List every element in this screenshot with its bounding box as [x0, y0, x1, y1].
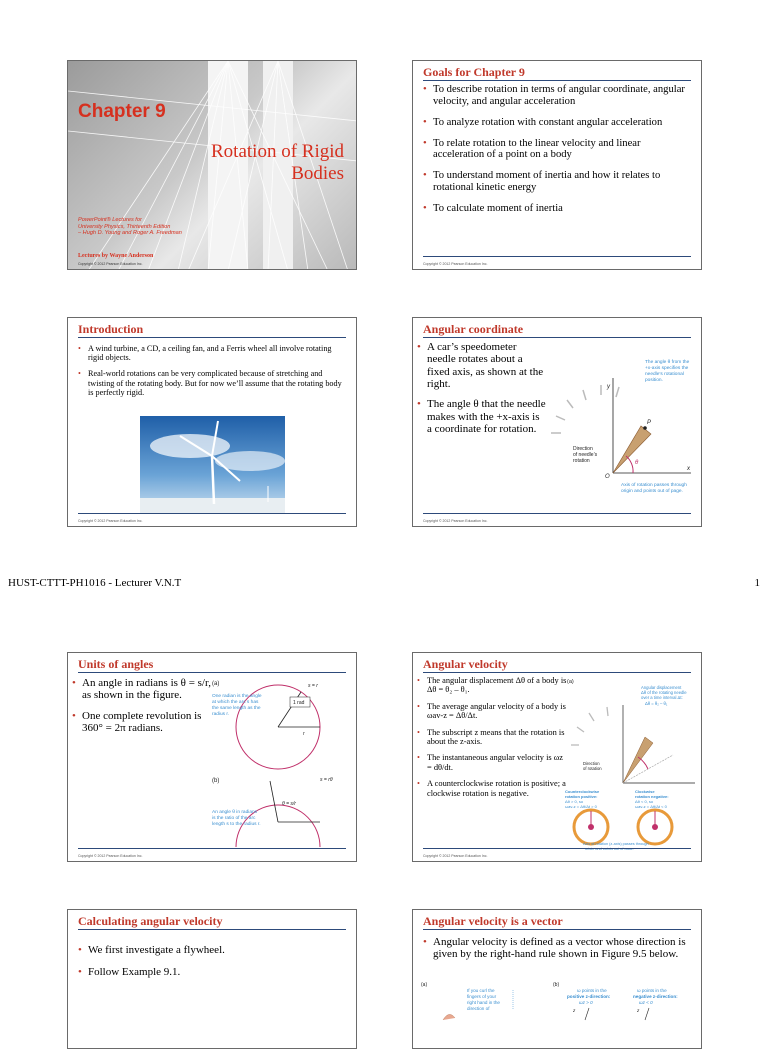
svg-text:Angular displacement: Angular displacement	[641, 685, 682, 690]
svg-text:(a): (a)	[421, 982, 428, 988]
slide-heading: Angular coordinate	[423, 322, 524, 336]
svg-text:x: x	[687, 466, 690, 472]
svg-text:θ: θ	[635, 460, 639, 466]
copyright: Copyright © 2012 Pearson Education Inc.	[423, 262, 488, 266]
svg-text:ωz < 0: ωz < 0	[639, 1000, 653, 1005]
chapter-title: Chapter 9	[78, 101, 166, 122]
svg-text:O: O	[605, 474, 610, 480]
powerpoint-credit	[78, 217, 228, 237]
list-item: • Follow Example 9.1.	[78, 966, 338, 978]
footer-divider	[423, 256, 691, 257]
slide-heading: Angular velocity is a vector	[423, 914, 563, 928]
footer-divider	[78, 513, 346, 514]
speedometer-figure	[541, 358, 696, 498]
calc-list	[78, 944, 338, 989]
svg-text:rotation: rotation	[573, 458, 590, 464]
copyright: Copyright © 2012 Pearson Education Inc.	[423, 854, 488, 858]
svg-text:rotation negative:: rotation negative:	[635, 794, 669, 799]
right-hand-rule-figure	[419, 980, 699, 1030]
svg-text:ω points in the: ω points in the	[637, 988, 667, 993]
list-item: • To understand moment of inertia and how it relates to rotational kinetic energy	[423, 170, 685, 194]
svg-text:P: P	[647, 420, 652, 426]
svg-text:position.: position.	[645, 378, 663, 383]
svg-text:origin and points out of page.: origin and points out of page.	[621, 489, 683, 494]
radian-figure	[208, 677, 353, 847]
ppt-line-2: University Physics, Thirteenth Edition	[78, 223, 171, 230]
slide-heading: Introduction	[78, 322, 144, 336]
copyright: Copyright © 2012 Pearson Education Inc.	[78, 854, 143, 858]
ppt-line-3: – Hugh D. Young and Roger A. Freedman	[78, 230, 182, 237]
slide-goals	[412, 60, 702, 270]
svg-text:Δθ < 0, so: Δθ < 0, so	[635, 799, 654, 804]
svg-text:needle’s rotational: needle’s rotational	[645, 372, 684, 377]
svg-text:1 rad: 1 rad	[293, 700, 305, 706]
ppt-line-1: PowerPoint® Lectures for	[78, 217, 142, 223]
heading-divider	[423, 672, 691, 673]
svg-text:of needle’s: of needle’s	[573, 452, 598, 458]
slide-heading: Angular velocity	[423, 657, 508, 671]
svg-text:y: y	[607, 384, 610, 390]
list-item: • To calculate moment of inertia	[423, 203, 685, 215]
slide-calculating-angular-velocity	[67, 909, 357, 1049]
list-item: • The average angular velocity of a body is ωav-z = Δθ/Δt.	[417, 702, 567, 721]
svg-text:Counterclockwise: Counterclockwise	[565, 789, 600, 794]
svg-text:negative z-direction:: negative z-direction:	[633, 994, 678, 999]
svg-text:Axis of rotation (z-axis) pass: Axis of rotation (z-axis) passes through	[583, 842, 649, 846]
list-item: • The instantaneous angular velocity is ωz = dθ/dt.	[417, 753, 567, 772]
goals-list	[423, 84, 685, 224]
svg-text:(b): (b)	[553, 982, 560, 988]
vector-list	[423, 936, 693, 961]
slide-introduction	[67, 317, 357, 527]
angular-velocity-figure	[563, 675, 698, 850]
svg-text:is the ratio of the arc: is the ratio of the arc	[212, 816, 256, 821]
list-item: • One complete revolution is 360° = 2π radians.	[72, 710, 212, 735]
svg-text:(a): (a)	[567, 679, 574, 685]
copyright: Copyright © 2012 Pearson Education Inc.	[78, 519, 143, 523]
svg-text:Δθ of the rotating needle: Δθ of the rotating needle	[641, 690, 687, 695]
footer-divider	[78, 848, 346, 849]
svg-text:length s to the radius r.: length s to the radius r.	[212, 822, 261, 827]
svg-text:(b): (b)	[212, 778, 220, 784]
list-item: • The angle θ that the needle makes with the +x-axis is a coordinate for rotation.	[417, 398, 547, 435]
heading-divider	[423, 337, 691, 338]
page-number: 1	[754, 577, 760, 589]
list-item: • To relate rotation to the linear velocity and linear acceleration of a point on a body	[423, 138, 685, 162]
units-list	[72, 677, 212, 742]
list-item: • A wind turbine, a CD, a ceiling fan, and a Ferris wheel all involve rotating rigid objects.	[78, 344, 346, 362]
svg-text:ω points in the: ω points in the	[577, 988, 607, 993]
angular-coordinate-list	[417, 341, 547, 443]
svg-text:Δθ > 0, so: Δθ > 0, so	[565, 799, 584, 804]
svg-text:One radian is the angle: One radian is the angle	[212, 694, 262, 699]
list-item: • The angular displacement Δθ of a body is Δθ = θ₂ – θ₁.	[417, 676, 567, 695]
list-item: • The subscript z means that the rotation is about the z-axis.	[417, 728, 567, 747]
svg-text:An angle θ in radians: An angle θ in radians	[212, 810, 258, 815]
svg-text:z: z	[637, 1008, 640, 1013]
svg-text:Clockwise: Clockwise	[635, 789, 655, 794]
list-item: • Real-world rotations can be very complicated because of stretching and twisting of the rotating body. But for now we’ll assume that the rotating body is perfectly rigid.	[78, 369, 346, 397]
slide-angular-coordinate	[412, 317, 702, 527]
svg-text:radius r.: radius r.	[212, 712, 230, 717]
footer-divider	[423, 848, 691, 849]
heading-divider	[423, 80, 691, 81]
svg-text:rotation positive:: rotation positive:	[565, 794, 598, 799]
slide-heading: Units of angles	[78, 657, 154, 671]
svg-text:(a): (a)	[212, 681, 220, 687]
angular-velocity-list	[417, 676, 567, 805]
svg-text:fingers of your: fingers of your	[467, 994, 497, 999]
svg-text:Direction: Direction	[573, 446, 593, 452]
heading-divider	[78, 337, 346, 338]
heading-divider	[423, 929, 691, 930]
intro-list	[78, 344, 346, 404]
svg-text:Axis of rotation passes throug: Axis of rotation passes through	[621, 483, 687, 488]
list-item: • Angular velocity is defined as a vector whose direction is given by the right-hand rule shown in Figure 9.5 below.	[423, 936, 693, 961]
footer-divider	[423, 513, 691, 514]
svg-text:at which the arc s has: at which the arc s has	[212, 700, 259, 705]
svg-text:+x-axis specifies the: +x-axis specifies the	[645, 366, 689, 371]
svg-text:Direction: Direction	[583, 761, 600, 766]
copyright: Copyright © 2012 Pearson Education Inc.	[78, 262, 143, 266]
svg-text:θ = s/r: θ = s/r	[282, 801, 296, 807]
slide-heading: Calculating angular velocity	[78, 914, 223, 928]
svg-text:ωz > 0: ωz > 0	[579, 1000, 593, 1005]
slide-angular-velocity-vector	[412, 909, 702, 1049]
svg-text:If you curl the: If you curl the	[467, 988, 495, 993]
chapter-subtitle-line1: Rotation of Rigid	[211, 141, 344, 162]
chapter-subtitle-line2: Bodies	[291, 162, 344, 184]
heading-divider	[78, 929, 346, 930]
list-item: • A car’s speedometer needle rotates about a fixed axis, as shown at the right.	[417, 341, 547, 390]
slide-angular-velocity	[412, 652, 702, 862]
lecturer-credit: Lectures by Wayne Anderson	[78, 253, 154, 259]
page-footer-course: HUST-CTTT-PH1016 - Lecturer V.N.T	[8, 577, 182, 589]
svg-text:direction of: direction of	[467, 1006, 490, 1011]
svg-text:ωav-z = Δθ/Δt < 0: ωav-z = Δθ/Δt < 0	[635, 804, 667, 809]
slide-title-chapter9	[67, 60, 357, 270]
svg-text:Δθ = θ₂ – θ₁: Δθ = θ₂ – θ₁	[645, 701, 668, 706]
heading-divider	[78, 672, 346, 673]
svg-text:s = rθ: s = rθ	[320, 777, 333, 783]
wind-turbine-photo	[140, 416, 285, 514]
list-item: • A counterclockwise rotation is positive; a clockwise rotation is negative.	[417, 779, 567, 798]
svg-text:of rotation: of rotation	[583, 766, 602, 771]
svg-text:over a time interval Δt:: over a time interval Δt:	[641, 695, 683, 700]
slide-units-of-angles	[67, 652, 357, 862]
list-item: • To analyze rotation with constant angular acceleration	[423, 117, 685, 129]
list-item: • To describe rotation in terms of angular coordinate, angular velocity, and angular acceleration	[423, 84, 685, 108]
svg-text:positive z-direction:: positive z-direction:	[567, 994, 611, 999]
svg-text:r: r	[303, 731, 305, 737]
chapter-subtitle	[164, 141, 344, 185]
svg-text:s = r: s = r	[308, 683, 318, 689]
list-item: • We first investigate a flywheel.	[78, 944, 338, 956]
svg-text:The angle θ from the: The angle θ from the	[645, 360, 690, 365]
svg-text:ωav-z = Δθ/Δt > 0: ωav-z = Δθ/Δt > 0	[565, 804, 597, 809]
copyright: Copyright © 2012 Pearson Education Inc.	[423, 519, 488, 523]
slide-heading: Goals for Chapter 9	[423, 65, 525, 79]
svg-text:right hand in the: right hand in the	[467, 1000, 500, 1005]
list-item: • An angle in radians is θ = s/r, as shown in the figure.	[72, 677, 212, 702]
svg-text:the same length as the: the same length as the	[212, 706, 261, 711]
svg-text:z: z	[573, 1008, 576, 1013]
